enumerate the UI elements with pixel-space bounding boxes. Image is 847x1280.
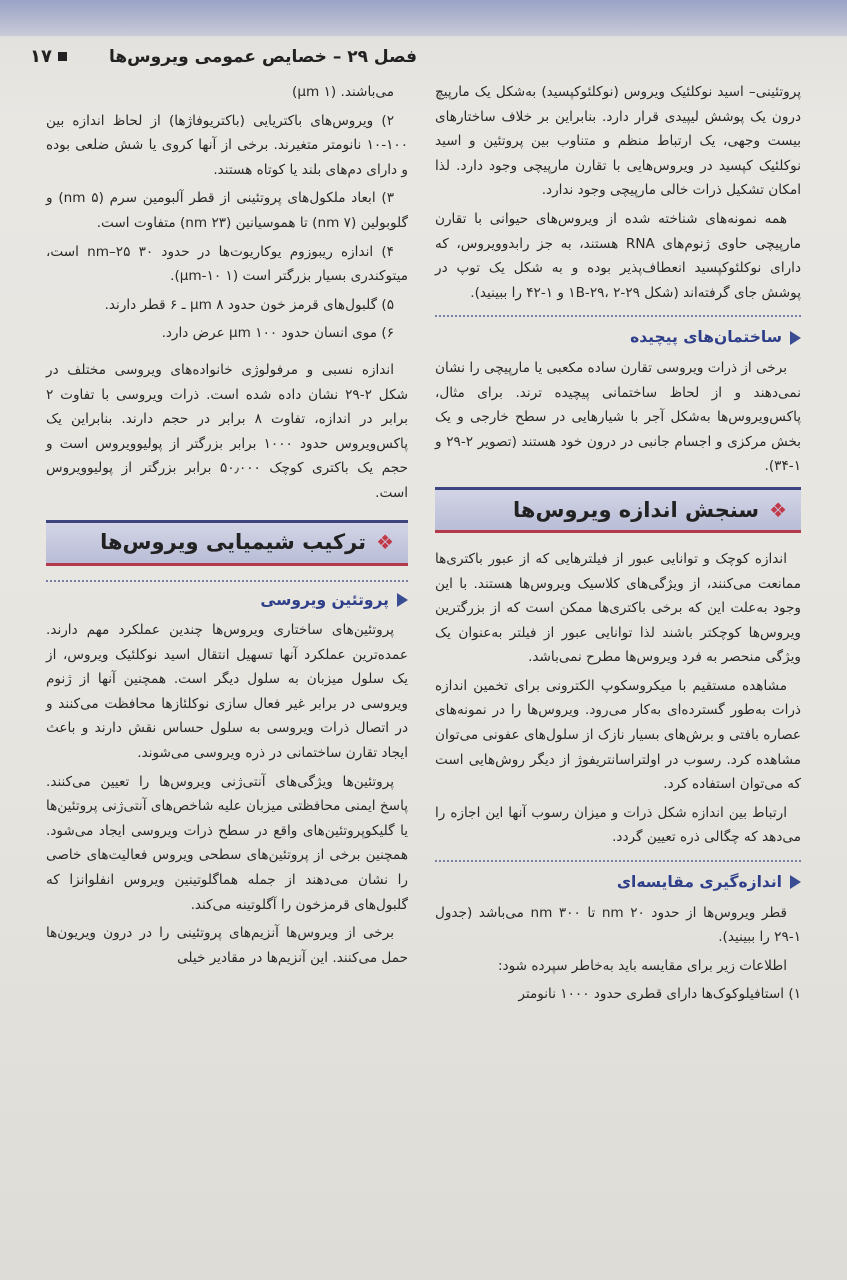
triangle-bullet-icon bbox=[790, 875, 801, 889]
list-item: ۳) ابعاد ملکول‌های پروتئینی از قطر آلبومین سرم (nm ۵) و گلوبولین (۷ nm) تا هموسیانین (۲۳ nm) متفاوت است. bbox=[46, 190, 408, 231]
list-item: ۱) استافیلوکوک‌ها دارای قطری حدود ۱۰۰۰ نانومتر bbox=[518, 986, 801, 1003]
paragraph: اطلاعات زیر برای مقایسه باید به‌خاطر سپرده شود: bbox=[497, 957, 787, 974]
subheading-complex-structures bbox=[435, 325, 801, 350]
paragraph: پروتئین‌های ساختاری ویروس‌ها چندین عملکرد مهم دارند. عمده‌ترین عملکرد آنها تسهیل انتقال اسید نوکلئیک ویروس، از یک سلول میزبان به سلول دیگر است. همچنین آنها از ژنوم ویروسی در برابر غیر فعال سازی نوکلئازها محافظت می‌کنند و در اتصال ذرات ویروسی به سلول حساس نقش دارند و باعث ایجاد تقارن ساختمانی در ذره ویروسی می‌شوند. bbox=[46, 622, 408, 762]
dotted-divider bbox=[435, 315, 801, 317]
left-column bbox=[46, 80, 408, 974]
subheading-text: ساختمان‌های پیچیده bbox=[630, 328, 782, 347]
chapter-title: فصل ۲۹ – خصایص عمومی ویروس‌ها bbox=[109, 46, 417, 67]
subheading-text: اندازه‌گیری مقایسه‌ای bbox=[616, 873, 782, 892]
section-heading-chemistry bbox=[46, 520, 408, 566]
four-diamond-icon: ❖ bbox=[769, 497, 787, 522]
dotted-divider bbox=[435, 860, 801, 862]
list-item: ۶) موی انسان حدود ۱۰۰ μm عرض دارد. bbox=[161, 325, 394, 342]
paragraph: پروتئین‌ها ویژگی‌های آنتی‌ژنی ویروس‌ها را تعیین می‌کنند. پاسخ ایمنی محافظتی میزبان علیه شاخص‌های آنتی‌ژنی پروتئین‌ها یا گلیکوپروتئین‌های واقع در سطح ذرات ویروسی ایجاد می‌شود. همچنین برخی از پروتئین‌های سطحی ویروس فعالیت‌های خاصی را نشان می‌دهند از جمله هماگلوتینین ویروس انفلوانزا که گلبول‌های قرمزخون را آگلوتینه می‌کند. bbox=[46, 773, 408, 913]
list-item: می‌باشند. (۱ μm) bbox=[292, 84, 394, 100]
right-column bbox=[435, 80, 801, 1011]
list-item: ۴) اندازه ریبوزوم یوکاریوت‌ها در حدود ۳۰ nm–۲۵ است، میتوکندری بسیار بزرگتر است (۱ μm-۱۰). bbox=[46, 243, 408, 285]
section-title: ترکیب شیمیایی ویروس‌ها bbox=[100, 530, 367, 555]
subheading-text: پروتئین ویروسی bbox=[260, 590, 389, 609]
section-title: سنجش اندازه ویروس‌ها bbox=[513, 497, 760, 522]
square-marker-icon bbox=[58, 52, 67, 61]
triangle-bullet-icon bbox=[790, 331, 801, 345]
dotted-divider bbox=[46, 580, 408, 582]
paragraph: اندازه نسبی و مرفولوژی خانواده‌های ویروسی مختلف در شکل ۲-۲۹ نشان داده شده است. ذرات ویروسی با تفاوت ۲ برابر در اندازه، تفاوت ۸ برابر در حجم دارند. بنابراین یک پاکس‌ویروس حدود ۱۰۰۰ برابر بزرگتر از پولیوویروس است و حجم یک باکتری کوچک ۵۰٫۰۰۰ برابر بزرگتر از پولیوویروس است. bbox=[46, 361, 408, 501]
list-item: ۲) ویروس‌های باکتریایی (باکتریوفاژها) از لحاظ اندازه بین ۱۰۰-۱۰ نانومتر متغیرند. برخی از آنها کروی یا شش ضلعی بوده و دارای دم‌های بلند یا کوتاه هستند. bbox=[46, 112, 408, 178]
paragraph: قطر ویروس‌ها از حدود ۲۰ nm تا ۳۰۰ nm می‌باشد (جدول ۱-۲۹ را ببینید). bbox=[435, 904, 801, 946]
paragraph: برخی از ویروس‌ها آنزیم‌های پروتئینی را در درون ویریون‌ها حمل می‌کنند. این آنزیم‌ها در مقادیر خیلی bbox=[46, 925, 408, 966]
section-heading-size bbox=[435, 487, 801, 533]
page-number: ۱۷ bbox=[30, 46, 52, 67]
running-header bbox=[30, 46, 417, 67]
paragraph: پروتئینی– اسید نوکلئیک ویروس (نوکلئوکپسید) به‌شکل یک مارپیچ درون یک پوشش لیپیدی قرار دارد. بنابراین بر خلاف ساختارهای بیست وجهی، یک ارتباط منظم و متناوب بین پروتئین و اسید نوکلئیک کپسید در ویروس‌هایی با تقارن مارپیچی وجود دارد. لذا امکان تشکیل ذرات خالی مارپیچی وجود ندارد. bbox=[435, 84, 801, 199]
paragraph: مشاهده مستقیم با میکروسکوپ الکترونی برای تخمین اندازه ذرات به‌طور گسترده‌ای به‌کار می‌رود. ویروس‌ها را در نمونه‌های عصاره بافتی و برش‌های بسیار نازک از سلول‌های عفونی می‌توان مشاهده کرد. رسوب در اولتراسانتریفوژ از دیگر روش‌هایی است که می‌توان استفاده کرد. bbox=[435, 677, 801, 793]
list-item: ۵) گلبول‌های قرمز خون حدود ۸ μm ـ ۶ قطر دارند. bbox=[104, 296, 394, 313]
subheading-comparative-measurement bbox=[435, 870, 801, 895]
paragraph: اندازه کوچک و توانایی عبور از فیلترهایی که از عبور باکتری‌ها ممانعت می‌کنند، از ویژگی‌های کلاسیک ویروس‌ها هستند. با این وجود به‌علت این که برخی باکتری‌ها ممکن است که از بزرگترین ویروس‌ها کوچکتر باشند لذا توانایی عبور از فیلتر به‌عنوان یک ویژگی منحصر به فرد ویروس‌ها مطرح نمی‌باشد. bbox=[435, 550, 801, 666]
paragraph: برخی از ذرات ویروسی تقارن ساده مکعبی یا مارپیچی را نشان نمی‌دهند و از لحاظ ساختمانی پیچیده ترند. برای مثال، پاکس‌ویروس‌ها به‌شکل آجر با شیارهایی در سطح خارجی و یک بخش مرکزی و اجسام جانبی در درون خود هستند (تصویر ۲-۲۹ و ۱-۳۴). bbox=[434, 359, 802, 475]
triangle-bullet-icon bbox=[397, 593, 408, 607]
four-diamond-icon: ❖ bbox=[376, 530, 394, 555]
page-top-band bbox=[0, 0, 847, 36]
paragraph: ارتباط بین اندازه شکل ذرات و میزان رسوب آنها این اجازه را می‌دهد که چگالی ذره تعیین گردد. bbox=[435, 804, 801, 846]
subheading-viral-protein bbox=[46, 588, 408, 613]
paragraph: همه نمونه‌های شناخته شده از ویروس‌های حیوانی با تقارن مارپیچی حاوی ژنوم‌های RNA هستند، به جز رابدوویروس، که دارای نوکلئوکپسید انعطاف‌پذیر بوده و به شکل یک توپ در پوشش جای گرفته‌اند (شکل ۱B-۲۹، ۲-۲۹ و ۱-۴۲ را ببینید). bbox=[435, 210, 801, 301]
page-number-group bbox=[30, 46, 67, 67]
